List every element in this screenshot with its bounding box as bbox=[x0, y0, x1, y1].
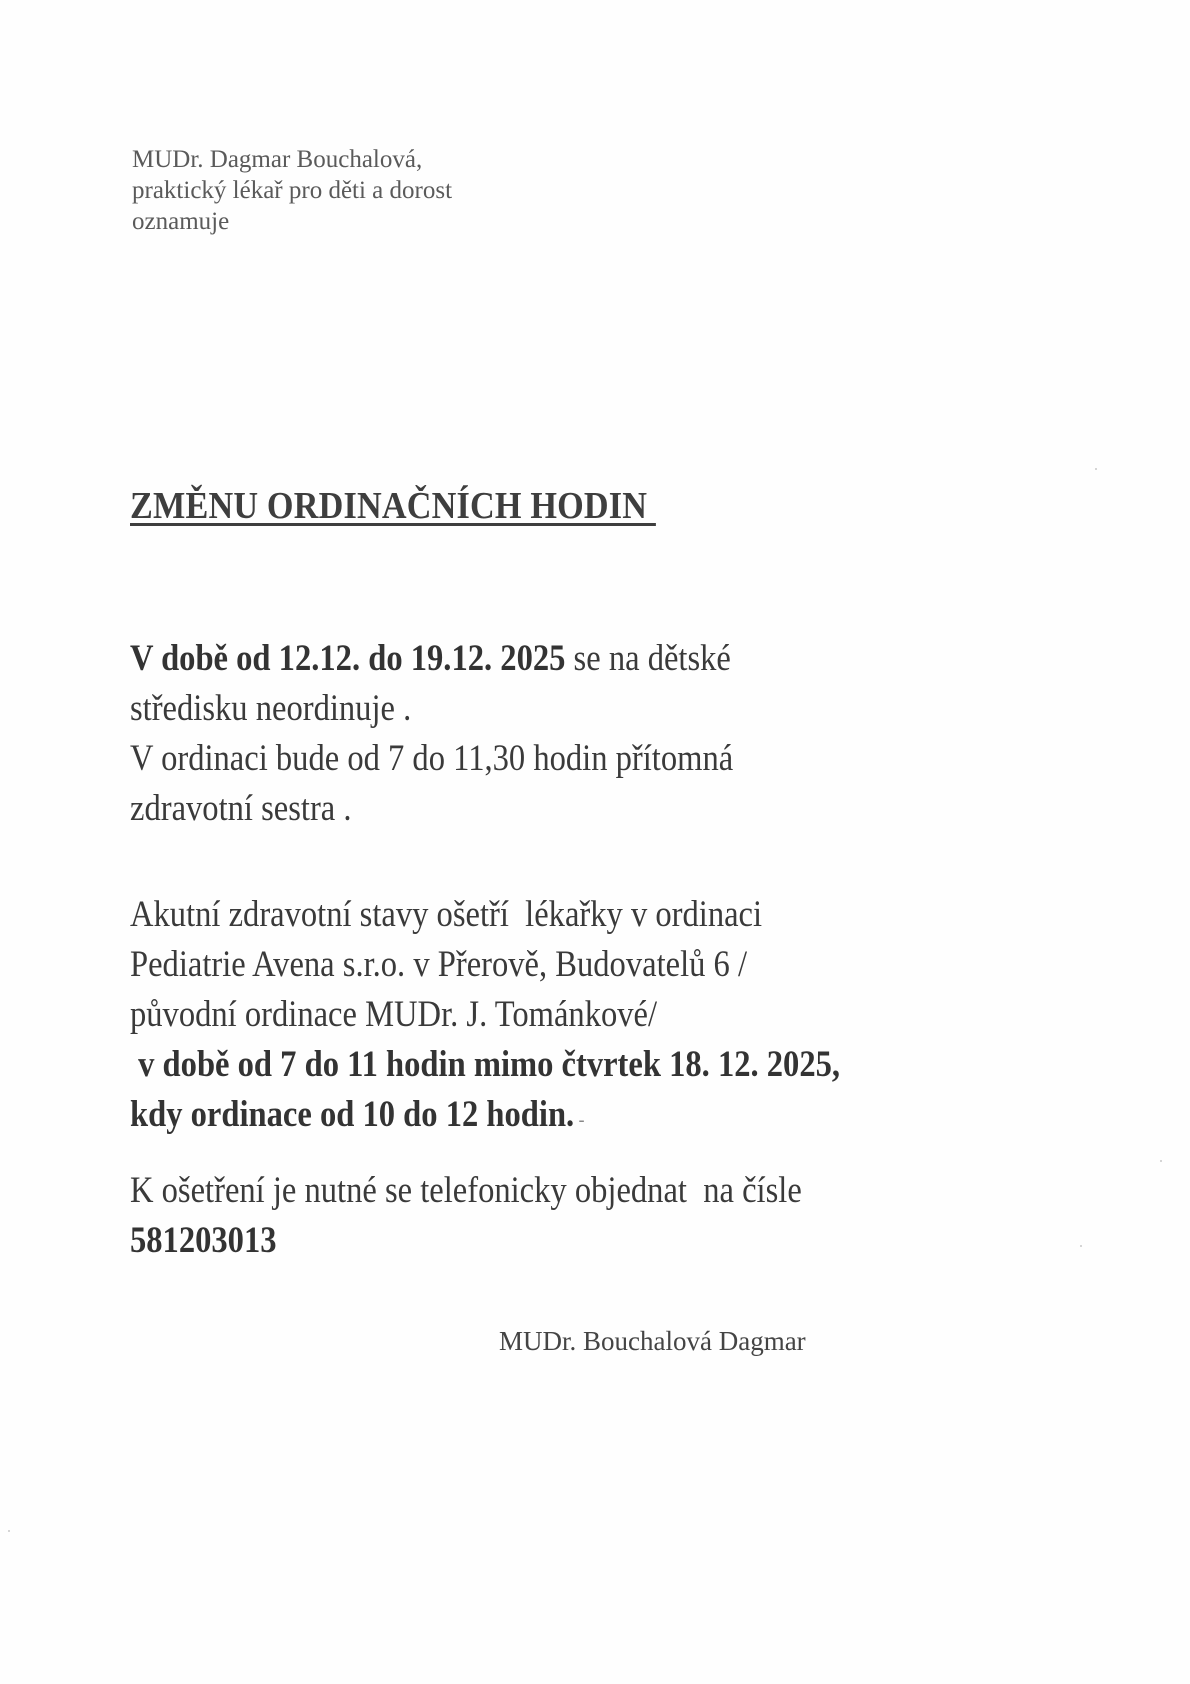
closure-paragraph bbox=[130, 634, 733, 834]
signature: MUDr. Bouchalová Dagmar bbox=[499, 1326, 806, 1356]
acute-care-paragraph bbox=[130, 890, 840, 1145]
scan-speck bbox=[1080, 1245, 1082, 1247]
nurse-hours-line: V ordinaci bude od 7 do 11,30 hodin přítomná bbox=[130, 738, 734, 779]
letterhead-specialty: praktický lékař pro děti a dorost bbox=[132, 177, 453, 204]
closure-line-1-rest: se na dětské bbox=[565, 638, 731, 679]
acute-care-line-1: Akutní zdravotní stavy ošetří lékařky v ordinaci bbox=[130, 894, 763, 935]
acute-care-hours: v době od 7 do 11 hodin mimo čtvrtek 18. 12. 2025, bbox=[130, 1044, 841, 1085]
thursday-hours: kdy ordinace od 10 do 12 hodin. bbox=[130, 1094, 575, 1135]
scan-speck bbox=[8, 1530, 10, 1532]
closure-dates: V době od 12.12. do 19.12. 2025 bbox=[130, 638, 566, 679]
closure-line-1 bbox=[130, 634, 733, 684]
scan-speck bbox=[1160, 1160, 1162, 1162]
nurse-line: zdravotní sestra . bbox=[130, 788, 352, 829]
notice-title: ZMĚNU ORDINAČNÍCH HODIN bbox=[130, 485, 656, 527]
acute-care-address: Pediatrie Avena s.r.o. v Přerově, Budovatelů 6 / bbox=[130, 944, 748, 985]
acute-care-original-office: původní ordinace MUDr. J. Tománkové/ bbox=[130, 994, 658, 1035]
letterhead-doctor-name: MUDr. Dagmar Bouchalová, bbox=[132, 146, 423, 173]
appointment-line: K ošetření je nutné se telefonicky objednat na čísle bbox=[130, 1170, 802, 1211]
letterhead bbox=[132, 144, 452, 237]
phone-number: 581203013 bbox=[130, 1220, 277, 1261]
closure-line-2: středisku neordinuje . bbox=[130, 688, 412, 729]
appointment-paragraph bbox=[130, 1166, 802, 1266]
scan-speck bbox=[1095, 468, 1097, 470]
stray-mark: - bbox=[574, 1109, 585, 1131]
letterhead-announces: oznamuje bbox=[132, 208, 230, 235]
acute-care-exception bbox=[130, 1090, 840, 1145]
